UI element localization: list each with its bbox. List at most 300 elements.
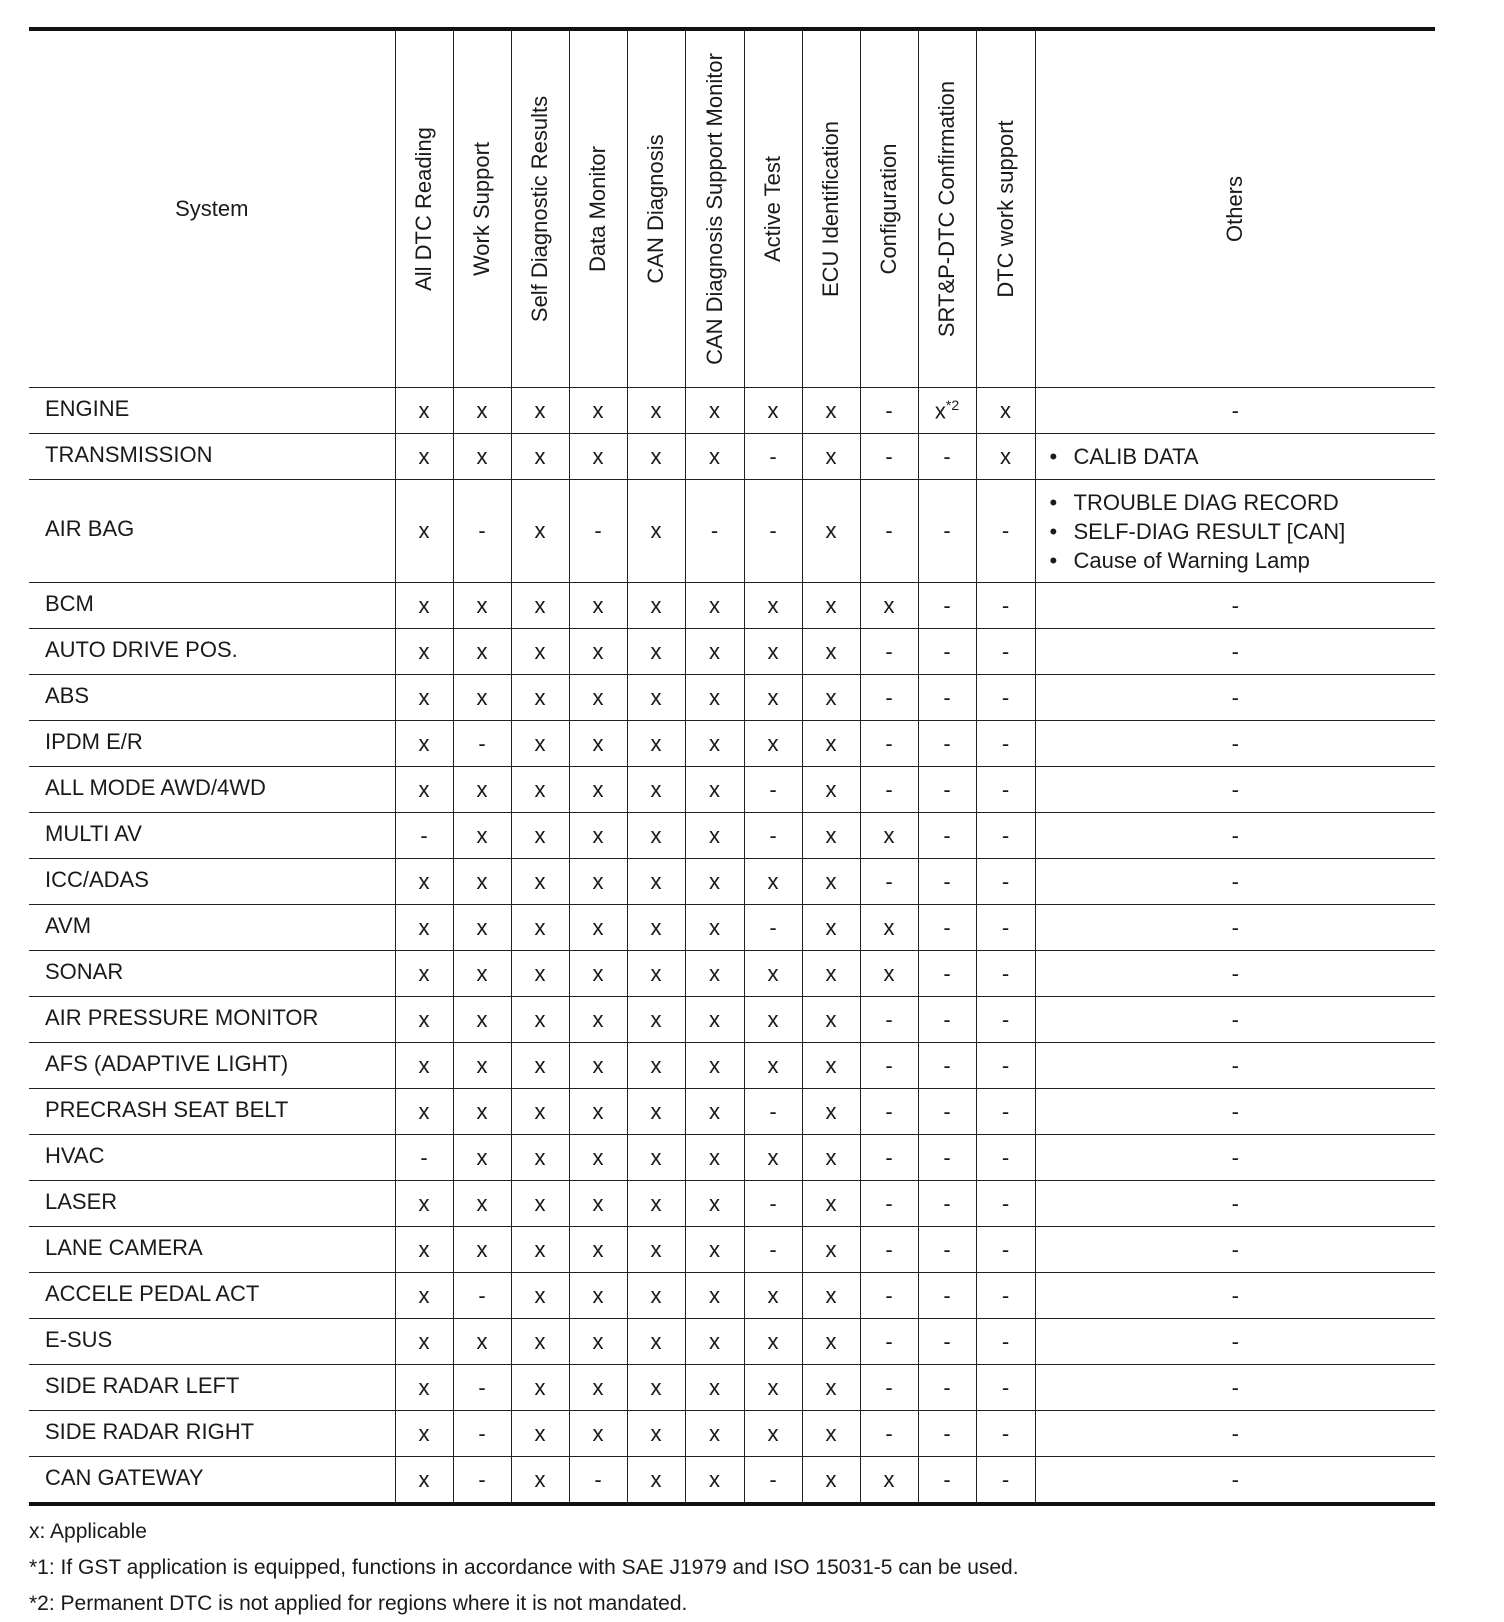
cell-value: - [1001,1374,1010,1400]
cell-all-dtc-reading [395,1273,453,1319]
cell-active-test [744,1365,802,1411]
cell-value: x [592,397,604,423]
cell-self-diagnostic-results [511,951,569,997]
cell-value: x [650,684,662,710]
cell-value: x [534,638,546,664]
cell-value: x [650,518,662,543]
cell-value: x [592,1144,604,1170]
system-name: ENGINE [29,388,395,434]
cell-can-diagnosis-support-monitor [685,813,744,859]
cell-others: - [1035,629,1435,675]
cell-srt-p-dtc-confirmation [918,583,976,629]
table-row [29,1227,1435,1273]
cell-value: - [885,684,893,710]
table-row [29,434,1435,480]
cell-configuration [860,480,918,583]
cell-value: x [767,1052,779,1078]
cell-ecu-identification [802,1135,860,1181]
cell-value: x [767,684,779,710]
system-name: HVAC [29,1135,395,1181]
cell-value: x [825,1098,837,1124]
column-header-all-dtc-reading [395,29,453,388]
cell-value: x [592,592,604,618]
cell-value: x [418,1420,430,1446]
cell-value: x [418,1052,430,1078]
cell-value: - [1001,1006,1010,1032]
others-item-text: CALIB DATA [1073,444,1199,469]
cell-active-test [744,767,802,813]
table-row [29,1043,1435,1089]
cell-value: - [943,1374,951,1400]
cell-all-dtc-reading [395,721,453,767]
cell-value: - [885,1098,893,1124]
system-name: LANE CAMERA [29,1227,395,1273]
cell-value: - [1001,1328,1010,1354]
cell-value: - [943,1052,951,1078]
cell-value: x [709,1190,720,1216]
cell-dtc-work-support [976,1365,1035,1411]
cell-self-diagnostic-results [511,905,569,951]
cell-data-monitor [569,1043,627,1089]
cell-value: x [418,1466,430,1492]
cell-value: x [592,776,604,802]
cell-dtc-work-support [976,583,1035,629]
cell-value: x [709,1144,720,1170]
cell-can-diagnosis [627,629,685,675]
cell-value: x [825,1144,837,1170]
cell-self-diagnostic-results [511,1135,569,1181]
cell-value: - [943,638,951,664]
cell-value: - [943,776,951,802]
cell-value: x [1000,443,1011,469]
cell-value: x [825,868,837,894]
cell-ecu-identification [802,1227,860,1273]
cell-can-diagnosis-support-monitor [685,1089,744,1135]
cell-value: x [592,638,604,664]
cell-value: - [769,518,777,543]
cell-value: - [943,1006,951,1032]
cell-value: x [418,1328,430,1354]
cell-self-diagnostic-results [511,480,569,583]
cell-value: x [709,1328,720,1354]
cell-self-diagnostic-results [511,997,569,1043]
cell-value: x [709,822,720,848]
column-header-label: SRT&P-DTC Confirmation [934,80,959,338]
cell-value: - [769,914,777,940]
cell-value: x [825,592,837,618]
cell-dtc-work-support [976,813,1035,859]
cell-can-diagnosis [627,1089,685,1135]
cell-srt-p-dtc-confirmation [918,1227,976,1273]
cell-value: - [1001,822,1010,848]
cell-value: x [709,1006,720,1032]
cell-value: x [825,1236,837,1262]
cell-value: x [825,638,837,664]
column-header-active-test [744,29,802,388]
cell-active-test [744,675,802,721]
cell-data-monitor [569,1365,627,1411]
cell-configuration [860,1135,918,1181]
cell-value: x [592,914,604,940]
cell-self-diagnostic-results [511,1043,569,1089]
cell-can-diagnosis [627,1043,685,1089]
system-name: ABS [29,675,395,721]
cell-srt-p-dtc-confirmation [918,997,976,1043]
cell-value: x [592,443,604,469]
cell-others: - [1035,721,1435,767]
cell-value: - [943,730,951,756]
cell-work-support [453,1319,511,1365]
column-header-configuration [860,29,918,388]
column-header-work-support [453,29,511,388]
cell-value: x [883,914,895,940]
cell-value: x [592,868,604,894]
table-row [29,1319,1435,1365]
others-list-item [1050,546,1436,575]
table-row [29,388,1435,434]
cell-value: x [709,868,720,894]
cell-data-monitor [569,721,627,767]
cell-self-diagnostic-results [511,859,569,905]
cell-value: x [418,684,430,710]
system-name: AVM [29,905,395,951]
cell-srt-p-dtc-confirmation [918,629,976,675]
cell-value: x [534,914,546,940]
cell-can-diagnosis-support-monitor [685,859,744,905]
cell-value: x [825,1420,837,1446]
cell-dtc-work-support [976,1227,1035,1273]
cell-others: - [1035,1457,1435,1505]
system-name: AIR PRESSURE MONITOR [29,997,395,1043]
cell-value: x [767,730,779,756]
cell-all-dtc-reading [395,1089,453,1135]
cell-can-diagnosis [627,1319,685,1365]
cell-ecu-identification [802,905,860,951]
cell-can-diagnosis [627,767,685,813]
cell-ecu-identification [802,813,860,859]
column-header-label: Data Monitor [585,146,610,272]
cell-value: - [885,1052,893,1078]
cell-data-monitor [569,1181,627,1227]
cell-active-test [744,1089,802,1135]
cell-value: x [592,1374,604,1400]
column-header-ecu-identification [802,29,860,388]
cell-data-monitor [569,675,627,721]
cell-dtc-work-support [976,675,1035,721]
others-list-item [1050,517,1436,546]
cell-value: x [418,1098,430,1124]
cell-value: x [418,960,430,986]
cell-value: - [885,1236,893,1262]
column-header-can-diagnosis [627,29,685,388]
column-header-label: Others [1222,175,1248,243]
cell-value: - [943,1098,951,1124]
cell-value: x [418,1374,430,1400]
cell-can-diagnosis-support-monitor [685,721,744,767]
cell-value: x [767,1328,779,1354]
cell-value: - [885,1144,893,1170]
cell-value: x [709,730,720,756]
cell-value: x [767,1006,779,1032]
system-name: AIR BAG [29,480,395,583]
cell-all-dtc-reading [395,1411,453,1457]
cell-value: x [418,1236,430,1262]
cell-all-dtc-reading [395,629,453,675]
cell-value: x [592,1098,604,1124]
cell-value: - [769,443,777,469]
cell-can-diagnosis [627,388,685,434]
cell-value: x [825,1328,837,1354]
cell-can-diagnosis [627,1227,685,1273]
cell-configuration [860,813,918,859]
system-name: IPDM E/R [29,721,395,767]
cell-value: x [825,1052,837,1078]
cell-value: - [885,443,893,469]
cell-value: x [883,1466,895,1492]
cell-value: x [592,1282,604,1308]
cell-srt-p-dtc-confirmation [918,1043,976,1089]
cell-value: x [534,1236,546,1262]
cell-value: x [476,822,488,848]
cell-value: x [592,1328,604,1354]
cell-ecu-identification [802,629,860,675]
cell-value: x [476,592,488,618]
cell-value: x [476,868,488,894]
cell-ecu-identification [802,1273,860,1319]
cell-value: x [534,776,546,802]
cell-can-diagnosis [627,951,685,997]
cell-value: x [825,730,837,756]
cell-value: - [1001,960,1010,986]
cell-value: - [885,1282,893,1308]
cell-can-diagnosis-support-monitor [685,480,744,583]
cell-srt-p-dtc-confirmation [918,767,976,813]
cell-value: - [885,1006,893,1032]
column-header-label: Self Diagnostic Results [527,95,552,323]
cell-work-support [453,859,511,905]
cell-value: x [592,1052,604,1078]
cell-value: x [534,397,546,423]
cell-data-monitor [569,905,627,951]
column-header-can-diagnosis-support-monitor [685,29,744,388]
cell-value: x [709,638,720,664]
cell-value: x [592,1190,604,1216]
cell-dtc-work-support [976,388,1035,434]
cell-configuration [860,767,918,813]
cell-dtc-work-support [976,434,1035,480]
cell-self-diagnostic-results [511,767,569,813]
cell-self-diagnostic-results [511,434,569,480]
cell-dtc-work-support [976,721,1035,767]
cell-configuration [860,997,918,1043]
cell-data-monitor [569,1457,627,1505]
cell-others: - [1035,1181,1435,1227]
cell-value: - [478,1282,486,1308]
cell-active-test [744,1181,802,1227]
cell-ecu-identification [802,951,860,997]
cell-value: x [534,1420,546,1446]
cell-others: - [1035,1365,1435,1411]
others-list [1036,442,1436,471]
cell-dtc-work-support [976,1411,1035,1457]
cell-data-monitor [569,1227,627,1273]
cell-active-test [744,1135,802,1181]
column-header-label: Active Test [760,156,785,262]
cell-dtc-work-support [976,1181,1035,1227]
cell-value: x [534,1190,546,1216]
system-name: BCM [29,583,395,629]
cell-ecu-identification [802,1181,860,1227]
cell-value: x [767,1282,779,1308]
cell-value: x [592,1420,604,1446]
cell-self-diagnostic-results [511,1227,569,1273]
system-name: MULTI AV [29,813,395,859]
cell-value: x [883,960,895,986]
cell-active-test [744,1227,802,1273]
cell-value: x [767,1144,779,1170]
cell-dtc-work-support [976,859,1035,905]
cell-work-support [453,1457,511,1505]
footnote-applicable: x: Applicable [29,1520,147,1543]
cell-all-dtc-reading [395,905,453,951]
cell-value: x [534,1328,546,1354]
cell-data-monitor [569,480,627,583]
cell-can-diagnosis [627,583,685,629]
cell-value: - [943,592,951,618]
cell-value: - [1001,1190,1010,1216]
footnote-marker: *2 [945,396,960,413]
cell-work-support [453,1273,511,1319]
footnotes [29,1514,1435,1622]
cell-srt-p-dtc-confirmation [918,1411,976,1457]
system-name: SIDE RADAR LEFT [29,1365,395,1411]
column-header-system: System [29,29,395,388]
cell-work-support [453,1043,511,1089]
cell-configuration [860,388,918,434]
cell-self-diagnostic-results [511,1273,569,1319]
cell-value: x [476,397,488,423]
cell-value: - [478,518,486,543]
cell-data-monitor [569,997,627,1043]
cell-value: - [1001,684,1010,710]
cell-others: - [1035,1273,1435,1319]
cell-value: x [825,822,837,848]
others-item-text: Cause of Warning Lamp [1073,547,1310,573]
cell-value: - [885,776,893,802]
system-name: SIDE RADAR RIGHT [29,1411,395,1457]
cell-ecu-identification [802,1043,860,1089]
table-row [29,1181,1435,1227]
cell-work-support [453,434,511,480]
cell-configuration [860,1181,918,1227]
cell-srt-p-dtc-confirmation [918,1181,976,1227]
system-name: PRECRASH SEAT BELT [29,1089,395,1135]
cell-self-diagnostic-results [511,813,569,859]
cell-self-diagnostic-results [511,1089,569,1135]
cell-value: - [885,730,893,756]
cell-value: - [943,1190,951,1216]
cell-value: x [709,914,720,940]
cell-value: x [592,960,604,986]
column-header-self-diagnostic-results [511,29,569,388]
cell-data-monitor [569,434,627,480]
cell-value: x [534,1466,546,1492]
table-row [29,905,1435,951]
cell-work-support [453,1181,511,1227]
cell-value: x [650,443,662,469]
cell-value: x [825,518,837,543]
cell-value: - [943,960,951,986]
cell-active-test [744,1411,802,1457]
system-name: ACCELE PEDAL ACT [29,1273,395,1319]
cell-value: x [418,1282,430,1308]
cell-can-diagnosis [627,480,685,583]
cell-active-test [744,1043,802,1089]
cell-value: x [650,1190,662,1216]
cell-can-diagnosis-support-monitor [685,1273,744,1319]
cell-data-monitor [569,859,627,905]
cell-value: x [650,1144,662,1170]
cell-value: x [534,1374,546,1400]
column-header-label: DTC work support [992,120,1018,298]
cell-value: x [476,776,488,802]
cell-value: x [418,638,430,664]
cell-self-diagnostic-results [511,675,569,721]
cell-ecu-identification [802,1089,860,1135]
cell-work-support [453,1365,511,1411]
cell-value: x [709,443,720,469]
cell-can-diagnosis-support-monitor [685,434,744,480]
footnote-1: *1: If GST application is equipped, functions in accordance with SAE J1979 and ISO 15031-5 can be used. [29,1556,1019,1579]
cell-value: x [534,684,546,710]
cell-ecu-identification [802,388,860,434]
cell-others: - [1035,997,1435,1043]
cell-others: - [1035,675,1435,721]
cell-value: - [1001,638,1010,664]
cell-value: x [534,1144,546,1170]
cell-work-support [453,721,511,767]
cell-can-diagnosis [627,1273,685,1319]
cell-value: x [767,960,779,986]
cell-value: x [650,776,662,802]
cell-all-dtc-reading [395,388,453,434]
cell-others: - [1035,388,1435,434]
cell-self-diagnostic-results [511,1319,569,1365]
cell-value: x [476,1098,488,1124]
cell-value: x [418,397,430,423]
cell-all-dtc-reading [395,1365,453,1411]
cell-value: - [943,1466,951,1492]
cell-work-support [453,813,511,859]
cell-all-dtc-reading [395,767,453,813]
cell-srt-p-dtc-confirmation [918,1273,976,1319]
cell-can-diagnosis [627,813,685,859]
cell-self-diagnostic-results [511,388,569,434]
cell-value: x [650,1098,662,1124]
cell-srt-p-dtc-confirmation [918,388,976,434]
cell-srt-p-dtc-confirmation [918,721,976,767]
cell-value: x [1000,397,1011,423]
cell-value: x [650,960,662,986]
cell-others: - [1035,813,1435,859]
cell-can-diagnosis [627,1411,685,1457]
cell-active-test [744,951,802,997]
diagnosis-function-table-wrapper [29,27,1435,1622]
cell-value: x [534,960,546,986]
system-name: AUTO DRIVE POS. [29,629,395,675]
system-name: E-SUS [29,1319,395,1365]
cell-value: x [534,1006,546,1032]
